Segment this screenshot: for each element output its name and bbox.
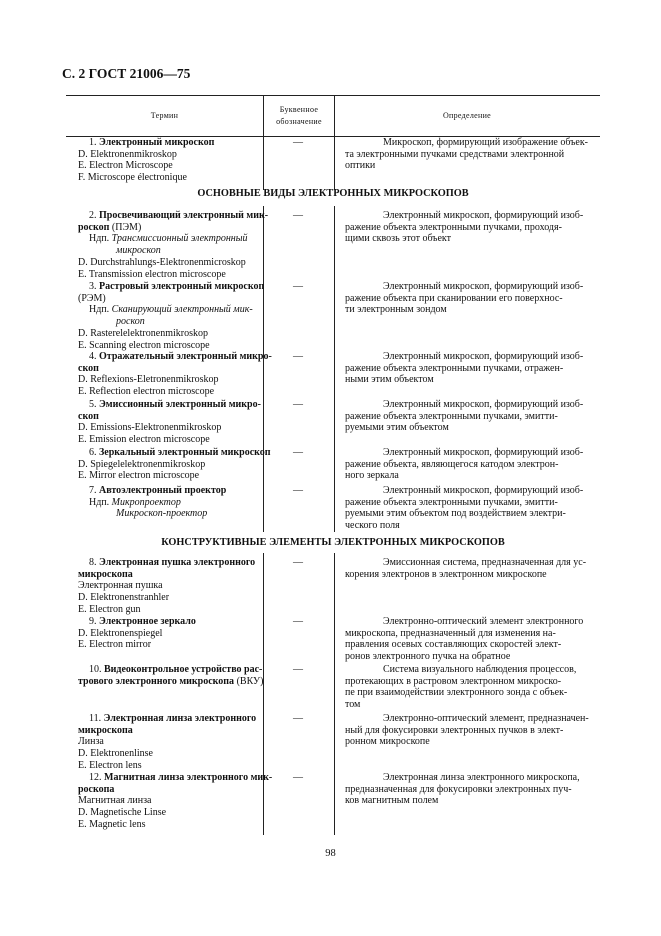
section-heading-structural: КОНСТРУКТИВНЫЕ ЭЛЕМЕНТЫ ЭЛЕКТРОННЫХ МИКРОСКОПОВ bbox=[161, 537, 505, 548]
term-entry-6: 6. Зеркальный электронный микроскоп D. Spiegelelektronenmikroskop E. Mirror electron microscope bbox=[78, 447, 271, 482]
definition-cell: Электронно-оптический элемент, предназначен- ный для фокусировки электронных пучков в элект- ронном микроскопе bbox=[345, 713, 589, 748]
column-divider bbox=[334, 553, 335, 835]
definition-cell: Электронный микроскоп, формирующий изоб- ражение объекта электронными пучками, эмитти- руемыми этим объектом bbox=[345, 399, 584, 434]
term-entry-11: 11. Электронная линза электронного микроскопа Линза D. Elektronenlinse E. Electron lens bbox=[78, 713, 257, 771]
symbol-cell: — bbox=[293, 485, 303, 496]
symbol-cell: — bbox=[293, 616, 303, 627]
definition-cell: Эмиссионная система, предназначенная для ус- корения электронов в электронном микроскопе bbox=[345, 557, 587, 580]
symbol-cell: — bbox=[293, 399, 303, 410]
definition-cell: Микроскоп, формирующий изображение объек- та электронными пучками средствами электронной оптики bbox=[345, 137, 589, 172]
term-entry-2: 2. Просвечивающий электронный мик- роскоп (ПЭМ) Ндп. Трансмиссионный электронный микроскоп D. Durchstrahlungs-Elektronenmicroskop E. Transmission electron microscope bbox=[78, 210, 269, 280]
term-entry-9: 9. Электронное зеркало D. Elektronenspiegel E. Electron mirror bbox=[78, 616, 196, 651]
definition-cell: Электронный микроскоп, формирующий изоб- ражение объекта, являющегося катодом электрон- ного зеркала bbox=[345, 447, 584, 482]
definition-cell: Электронный микроскоп, формирующий изоб- ражение объекта электронными пучками, эмитти- руемыми этим объектом под воздействием электри- ческого поля bbox=[345, 485, 584, 532]
term-entry-1: 1. Электронный микроскоп D. Elektronenmikroskop E. Electron Microscope F. Microscope électronique bbox=[78, 137, 215, 184]
term-entry-12: 12. Магнитная линза электронного мик- роскопа Магнитная линза D. Magnetische Linse E. Magnetic lens bbox=[78, 772, 273, 830]
page-number: 98 bbox=[325, 848, 336, 859]
term-entry-5: 5. Эмиссионный электронный микро- скоп D. Emissions-Elektronenmikroskop E. Emission electron microscope bbox=[78, 399, 261, 446]
column-header-definition: Определение bbox=[442, 111, 492, 120]
definition-cell: Система визуального наблюдения процессов, протекающих в растровом электронном микроско- пе при взаимодействии электронного зонда с объек- том bbox=[345, 664, 577, 711]
definition-cell: Электронная линза электронного микроскопа, предназначенная для фокусировки электронных пуч- ков магнитным полем bbox=[345, 772, 580, 807]
definition-cell: Электронный микроскоп, формирующий изоб- ражение объекта при сканировании его поверхнос- ти электронным зондом bbox=[345, 281, 584, 316]
symbol-cell: — bbox=[293, 557, 303, 568]
column-divider bbox=[334, 135, 335, 190]
section-heading-main-types: ОСНОВНЫЕ ВИДЫ ЭЛЕКТРОННЫХ МИКРОСКОПОВ bbox=[197, 188, 469, 199]
table-header bbox=[66, 95, 600, 137]
symbol-cell: — bbox=[293, 137, 303, 148]
term-entry-4: 4. Отражательный электронный микро- скоп D. Reflexions-Eletronenmikroskop E. Reflection electron microscope bbox=[78, 351, 272, 398]
symbol-cell: — bbox=[293, 772, 303, 783]
column-header-term: Термин bbox=[150, 111, 179, 120]
column-divider bbox=[263, 553, 264, 835]
term-entry-8: 8. Электронная пушка электронного микроскопа Электронная пушка D. Elektronenstranhler E. Electron gun bbox=[78, 557, 256, 615]
symbol-cell: — bbox=[293, 281, 303, 292]
column-divider bbox=[263, 206, 264, 532]
symbol-cell: — bbox=[293, 351, 303, 362]
term-entry-10: 10. Видеоконтрольное устройство рас- трового электронного микроскопа (ВКУ) bbox=[78, 664, 264, 687]
column-header-symbol: Буквенное обозначение bbox=[263, 96, 335, 136]
symbol-cell: — bbox=[293, 210, 303, 221]
symbol-cell: — bbox=[293, 713, 303, 724]
column-divider bbox=[334, 206, 335, 532]
term-entry-3: 3. Растровый электронный микроскоп (РЭМ) Ндп. Сканирующий электронный мик- роскоп D. Rasterelelektronenmikroskop E. Scanning electron microscope bbox=[78, 281, 265, 351]
definition-cell: Электронный микроскоп, формирующий изоб- ражение объекта электронными пучками, проходя- щими сквозь этот объект bbox=[345, 210, 584, 245]
definition-cell: Электронный микроскоп, формирующий изоб- ражение объекта электронными пучками, отражен- ными этим объектом bbox=[345, 351, 584, 386]
symbol-cell: — bbox=[293, 447, 303, 458]
term-entry-7: 7. Автоэлектронный проектор Ндп. Микропроектор Микроскоп-проектор bbox=[89, 485, 227, 520]
symbol-cell: — bbox=[293, 664, 303, 675]
page-header-title: С. 2 ГОСТ 21006—75 bbox=[62, 66, 191, 81]
definition-cell: Электронно-оптический элемент электронного микроскопа, предназначенный для изменения на- правления осевых составляющих скоростей элект- ронов электронного пучка на обратное bbox=[345, 616, 584, 663]
